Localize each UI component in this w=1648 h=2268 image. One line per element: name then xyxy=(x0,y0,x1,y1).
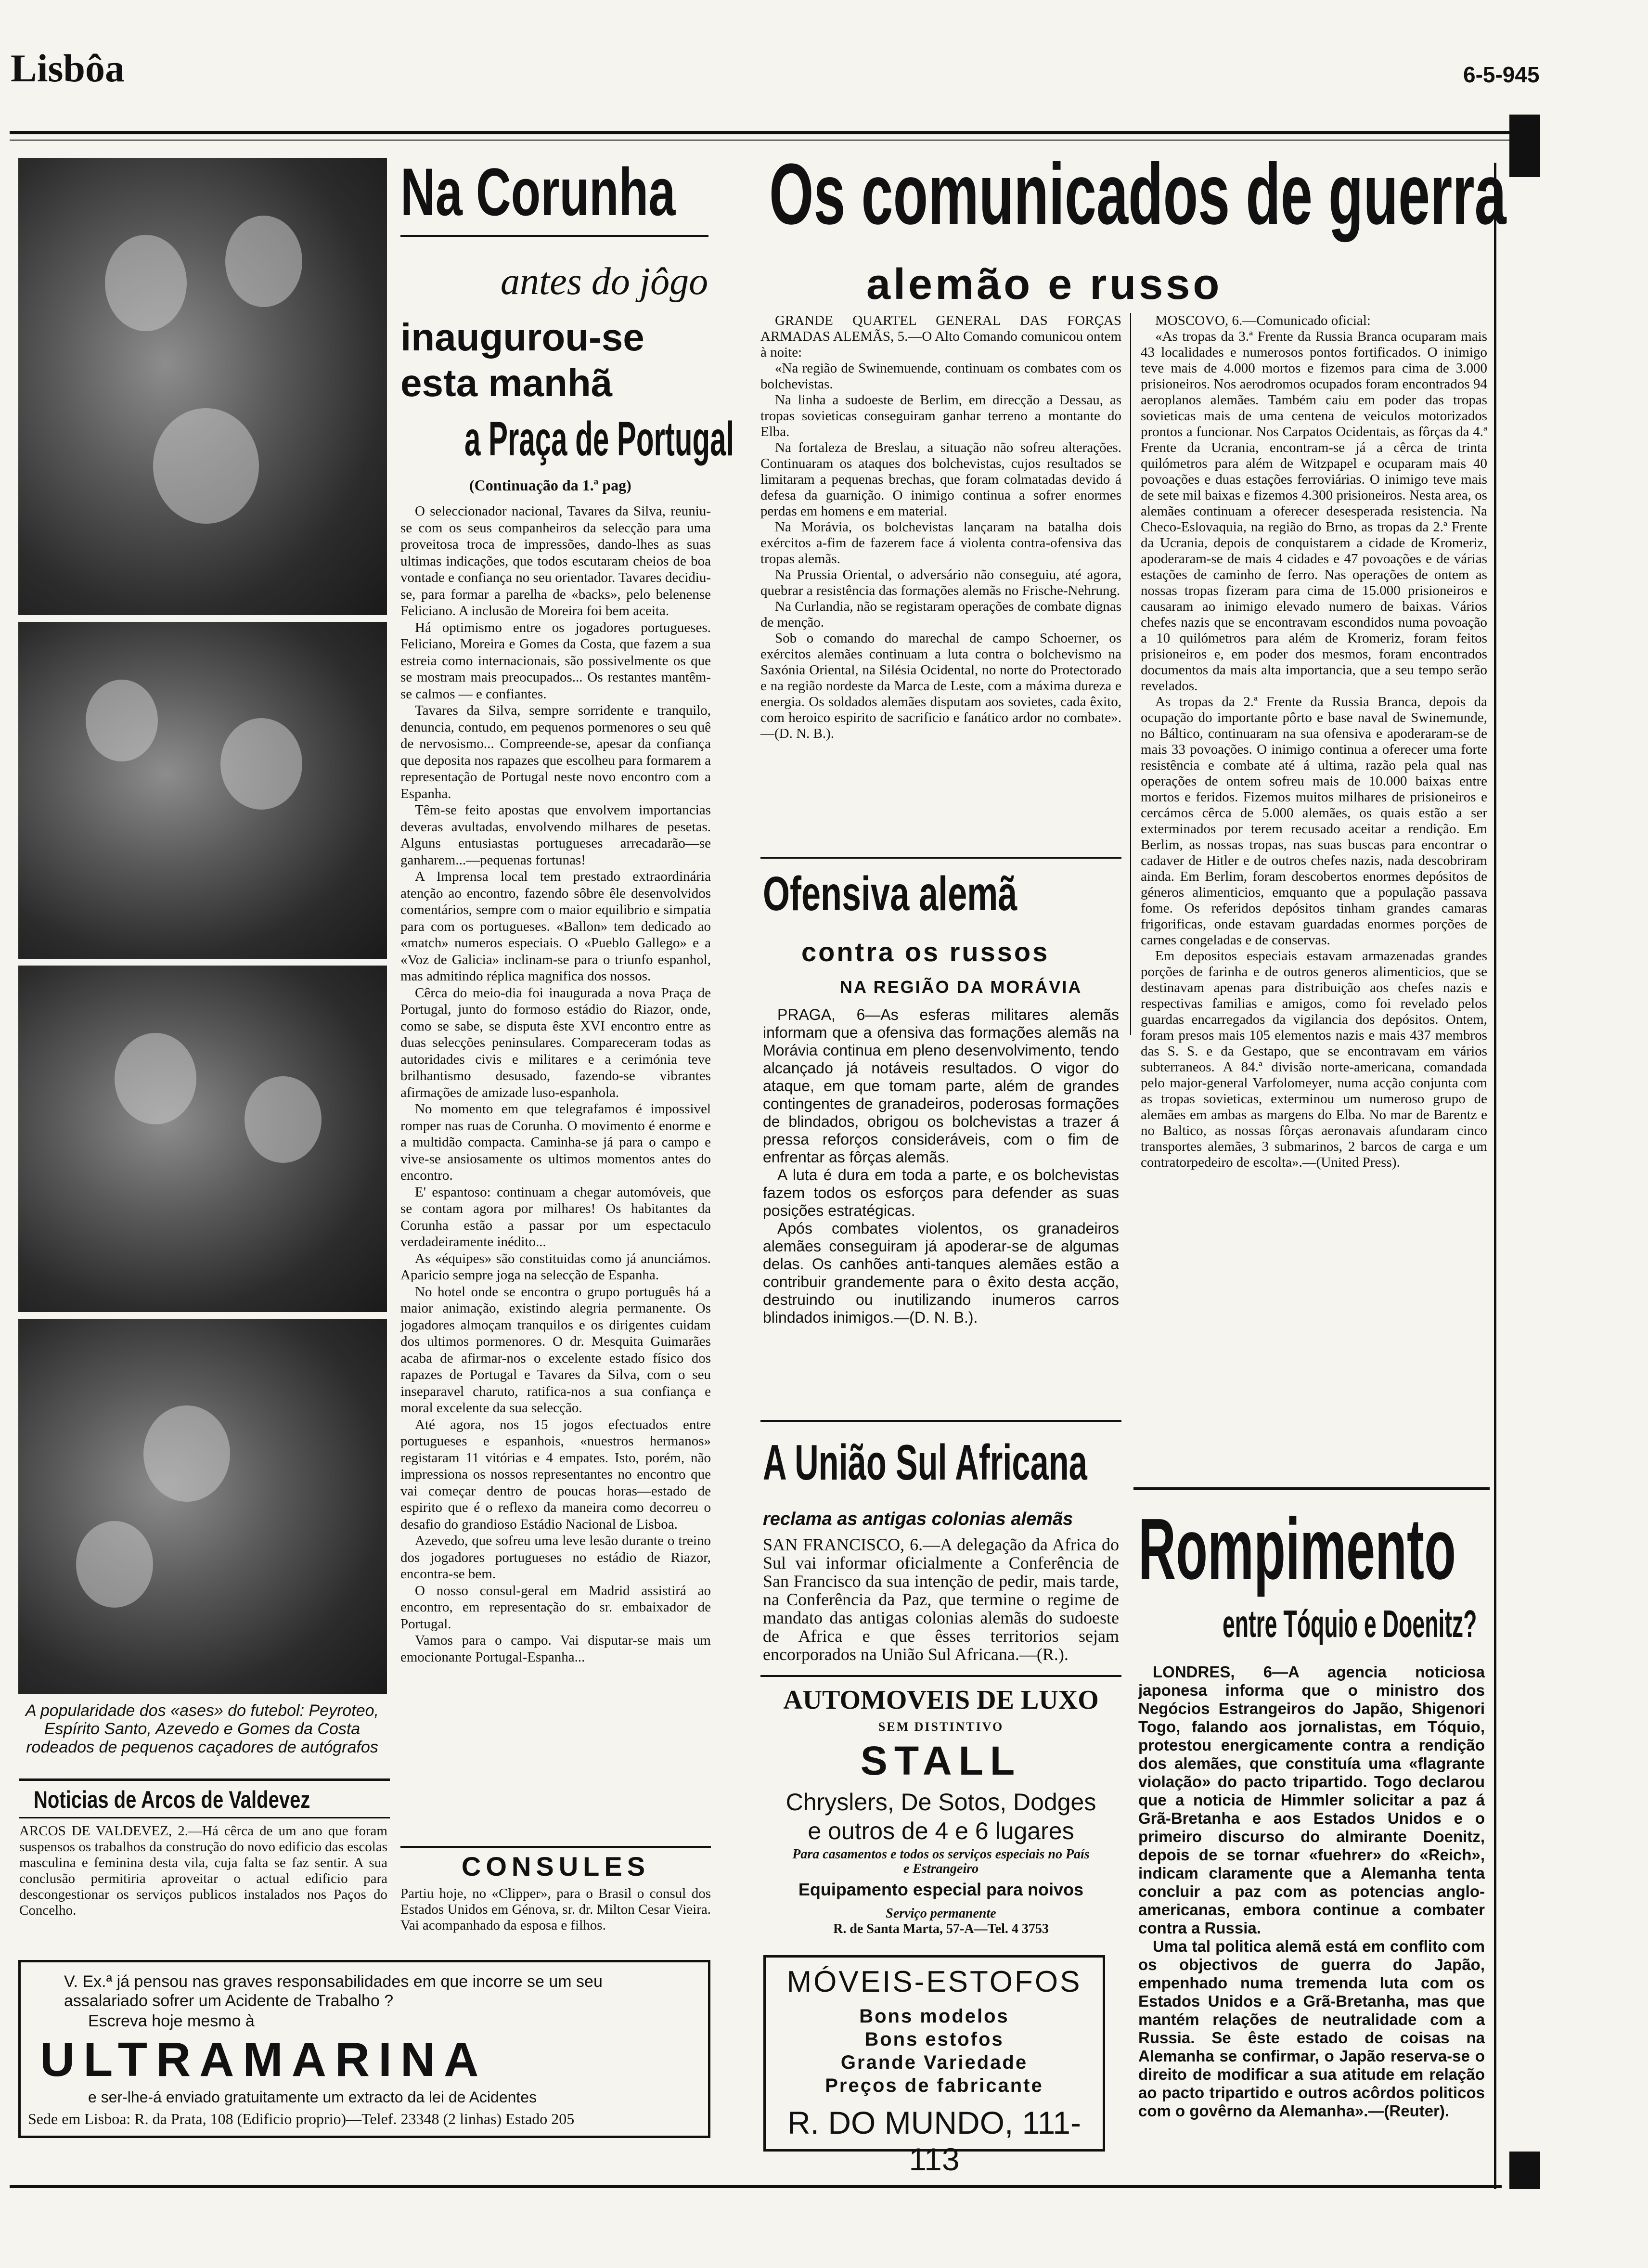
ofensiva-paragraph: Após combates violentos, os granadeiros alemães conseguiram já apoderar-se de algumas delas. Os canhões anti-tanques alemães estão a contribuir grandemente para o êxito desta acção, destruindo ou inutilizando inumeros carros blindados inimigos.—(D. N. B.). xyxy=(763,1220,1119,1326)
corunha-paragraph: Tavares da Silva, sempre sorridente e tranquilo, denuncia, contudo, em pequenos pormenores o seu quê de nervosismo... Compreende-se, apesar da confiança que deposita nos rapazes que escolheu para formarem a representação de Portugal neste novo encontro com a Espanha. xyxy=(400,703,711,801)
masthead-date: 6-5-945 xyxy=(1463,62,1540,87)
arcos-rule-top xyxy=(19,1778,390,1781)
corunha-line3: a Praça de Portugal xyxy=(464,412,734,466)
masthead-rule-thin xyxy=(10,140,1521,141)
german-paragraph: GRANDE QUARTEL GENERAL DAS FORÇAS ARMADAS ALEMÃS, 5.—O Alto Comando comunicou ontem à noite: xyxy=(760,313,1121,360)
uniao-subhead: reclama as antigas colonias alemãs xyxy=(763,1509,1073,1529)
ofensiva-body xyxy=(763,1006,1119,1327)
ad-stall-brand: STALL xyxy=(860,1738,1022,1783)
ad-stall-line5: Para casamentos e todos os serviços especiais no País e Estrangeiro xyxy=(792,1847,1090,1876)
corunha-rule xyxy=(400,235,708,237)
ad-moveis-address: R. DO MUNDO, 111-113 xyxy=(787,2105,1081,2177)
ofensiva-headline: Ofensiva alemã xyxy=(763,867,1017,921)
corunha-paragraph: Há optimismo entre os jogadores portugueses. Feliciano, Moreira e Gomes da Costa, que fazem a sua estreia como internacionais, são possivelmente os que se mostram mais preocupados... Os restantes mantêm-se calmos — e confiantes. xyxy=(400,619,711,702)
ad-stall-line7: Serviço permanente xyxy=(886,1906,996,1921)
ofensiva-kicker: NA REGIÃO DA MORÁVIA xyxy=(840,977,1082,997)
comunicados-german xyxy=(760,313,1121,742)
masthead-rule xyxy=(10,131,1521,134)
russian-paragraph: As tropas da 2.ª Frente da Russia Branca, depois da ocupação do importante pôrto e base naval de Swinemunde, no Báltico, continuaram na sua ofensiva e apoderaram-se de mais 33 povoações. O inimigo continua a oferecer uma forte resistência e combate até á ultima, razão pela qual nas operações de ontem sofreu mais de 10.000 baixas entre mortos e feridos. Fizemos muitos milhares de prisioneiros e cercámos cêrca de 5.000 alemães, os quais estão a ser exterminados por terem recusado aceitar a rendição. Em Berlim, as nossas tropas, nas suas buscas para encontrar o cadaver de Hitler e de outros chefes nazis, nada descobriram ainda. Em Berlim, foram descobertos enormes depósitos de géneros alimenticios, emquanto que a população passava fome. Os referidos depósitos tinham grandes camaras frigorificas, onde estavam guardadas enormes porções de carnes congeladas e de conservas. xyxy=(1141,694,1487,948)
german-paragraph: «Na região de Swinemuende, continuam os combates com os bolchevistas. xyxy=(760,361,1121,392)
edge-block-bottom xyxy=(1509,2152,1540,2189)
consules-rule-top xyxy=(400,1846,711,1848)
photo-caption: A popularidade dos «ases» do futebol: Peyroteo, Espírito Santo, Azevedo e Gomes da Costa rodeados de pequenos caçadores de autógrafos xyxy=(25,1701,379,1756)
ad-moveis-line: Preços de fabricante xyxy=(825,2075,1043,2096)
russian-paragraph: MOSCOVO, 6.—Comunicado oficial: xyxy=(1155,313,1371,328)
consules-headline: CONSULES xyxy=(461,1851,650,1881)
german-paragraph: Na Curlandia, não se registaram operações de combate dignas de menção. xyxy=(760,599,1121,630)
masthead-title: Lisbôa xyxy=(11,46,125,90)
arcos-text: ARCOS DE VALDEVEZ, 2.—Há cêrca de um ano que foram suspensos os trabalhos da construção do novo edificio das escolas masculina e feminina desta vila, cuja falta se faz sentir. A sua conclusão permitiria aproveitar o actual edificio para descongestionar os serviços publicos instalados nos Paços do Concelho. xyxy=(19,1823,387,1918)
corunha-paragraph: Cêrca do meio-dia foi inaugurada a nova Praça de Portugal, junto do formoso estádio do Riazor, onde, como se sabe, se disputa êste XVI encontro entre as duas selecções peninsulares. Compareceram todas as autoridades civis e militares e a cerimónia teve brilhantismo desusado, fazendo-se vibrantes afirmações de amizade luso-espanhola. xyxy=(400,985,711,1100)
ad-moveis-line: Grande Variedade xyxy=(840,2052,1028,2073)
rompimento-headline: Rompimento xyxy=(1138,1501,1456,1598)
ad-stall-line2: SEM DISTINTIVO xyxy=(878,1720,1004,1734)
ad-stall-line4: e outros de 4 e 6 lugares xyxy=(808,1817,1074,1844)
ad-ultramarina-line2: Escreva hoje mesmo à xyxy=(88,2012,255,2030)
ad-ultramarina-line4: Sede em Lisboa: R. da Prata, 108 (Edificio proprio)—Telef. 23348 (2 linhas) Estado 205 xyxy=(28,2110,575,2127)
corunha-paragraph: E' espantoso: continuam a chegar automóveis, que se contam agora por milhares! Os habitantes da Corunha estão a passar por um espectaculo verdadeiramente inédito... xyxy=(400,1184,711,1250)
corunha-line2: esta manhã xyxy=(400,361,613,404)
uniao-rule-top xyxy=(760,1420,1121,1422)
russian-paragraph: «As tropas da 3.ª Frente da Russia Branca ocuparam mais 43 localidades e numerosos pontos fortificados. O inimigo teve mais de 4.000 mortos e fizemos para cima de 3.000 prisioneiros. Nos aerodromos ocupados foram encontrados 94 aeroplanos alemães. Também caiu em poder das tropas sovieticas mais de uma centena de veiculos motorizados prontos a funcionar. Nos Carpatos Ocidentais, as fôrças da 4.ª Frente da Ucrania, encontram-se já a cêrca de trinta quilómetros para além de Witzpapel e ocuparam mais 40 povoações e duas estações ferroviárias. O inimigo teve mais de sete mil baixas e fizemos 4.300 prisioneiros. Nesta area, os alemães continuam a oferecer desesperada resistencia. Na Checo-Eslovaquia, na região do Brno, as tropas da 2.ª Frente da Ucrania, depois de conquistarem a cidade de Kromeriz, apoderaram-se de mais 4 cidades e 47 povoações e de várias estações de caminho de ferro. Nas operações de ontem as nossas tropas fizeram para cima de 15.000 prisioneiros e causaram ao inimigo elevado numero de baixas. Vários chefes nazis que se encontravam escondidos numa povoação a 10 quilómetros para além de Kromeriz, foram feitos prisioneiros e, em poder dos mesmos, foram encontrados documentos da mais alta importancia, que a seu tempo serão revelados. xyxy=(1141,329,1487,694)
photo-3 xyxy=(18,966,387,1312)
corunha-paragraph: No momento em que telegrafamos é impossivel romper nas ruas de Corunha. O movimento é enorme e a multidão compacta. Caminha-se já para o campo e vive-se ansiosamente os ultimos momentos antes do encontro. xyxy=(400,1101,711,1183)
ad-ultramarina-line1: V. Ex.ª já pensou nas graves responsabilidades em que incorre se um seu assalariado sofrer um Acidente de Trabalho ? xyxy=(64,1972,603,2010)
corunha-headline: Na Corunha xyxy=(400,154,676,230)
german-paragraph: Na linha a sudoeste de Berlim, em direcção a Dessau, as tropas sovieticas conseguiram ganhar terreno a montante do Elba. xyxy=(760,392,1121,439)
arcos-headline: Noticias de Arcos de Valdevez xyxy=(34,1786,310,1813)
corunha-paragraph: O seleccionador nacional, Tavares da Silva, reuniu-se com os seus companheiros da selecção para uma proveitosa troca de impressões, dando-lhes as suas ultimas indicações, que todos escutaram cheios de boa vontade e confiança no seu orientador. Tavares decidiu-se, para formar a parelha de «backs», pelo belenense Feliciano. A inclusão de Moreira foi bem aceita. xyxy=(400,503,711,619)
edge-line-right xyxy=(1494,163,1496,2189)
rompimento-paragraph: Uma tal politica alemã está em conflito com os objectivos de guerra do Japão, empenhado numa tremenda luta com os Estados Unidos e a Grã-Bretanha, mas que mantém relações de neutralidade com a Russia. Se êste estado de coisas na Alemanha se confirmar, o Japão reserva-se o direito de modificar a sua atitude em relação ao pacto tripartido e outros acôrdos politicos com o govêrno da Alemanha».—(Reuter). xyxy=(1138,1937,1485,2120)
uniao-headline: A União Sul Africana xyxy=(763,1435,1087,1491)
corunha-body xyxy=(400,503,711,1665)
comunicados-subhead: alemão e russo xyxy=(866,260,1223,309)
edge-block-top xyxy=(1509,115,1540,177)
ad-moveis-line: Bons modelos xyxy=(859,2006,1009,2027)
corunha-paragraph: Têm-se feito apostas que envolvem importancias deveras avultadas, envolvendo milhares de pesetas. Alguns entusiastas portugueses arrecadarão—se ganharem...—pequenas fortunas! xyxy=(400,802,711,868)
corunha-paragraph: As «équipes» são constituidas como já anunciámos. Aparicio sempre joga na selecção de Espanha. xyxy=(400,1250,711,1283)
german-paragraph: Na Morávia, os bolchevistas lançaram na batalha dois exércitos a-fim de fazerem face á violenta contra-ofensiva das tropas alemãs. xyxy=(760,519,1121,567)
ad-ultramarina-brand: ULTRAMARINA xyxy=(40,2033,488,2087)
ad-ultramarina-line3: e ser-lhe-á enviado gratuitamente um extracto da lei de Acidentes xyxy=(88,2088,537,2106)
ad-moveis xyxy=(763,1955,1105,2177)
corunha-paragraph: Azevedo, que sofreu uma leve lesão durante o treino dos jogadores portugueses no estádio de Riazor, encontra-se bem. xyxy=(400,1533,711,1582)
stall-rule-top xyxy=(760,1675,1121,1677)
ad-moveis-line: Bons estofos xyxy=(864,2029,1004,2050)
ofensiva-paragraph: A luta é dura em toda a parte, e os bolchevistas fazem todos os esforços para defender as suas posições estratégicas. xyxy=(763,1166,1119,1219)
corunha-continuation: (Continuação da 1.ª pag) xyxy=(469,477,631,494)
corunha-paragraph: No hotel onde se encontra o grupo português há a maior animação, existindo alegria permanente. Os jogadores almoçam tranquilos e os dirigentes cuidam dos ultimos pormenores. O dr. Mesquita Guimarães acaba de afirmar-nos o excelente estado físico dos rapazes de Portugal e Tavares da Silva, com o seu inseparavel charuto, ratifica-nos a sua confiança e moral excelente da sua selecção. xyxy=(400,1284,711,1416)
rompimento-paragraph: LONDRES, 6—A agencia noticiosa japonesa informa que o ministro dos Negócios Estrangeiros do Japão, Shigenori Togo, falando aos jornalistas, em Tóquio, protestou energicamente contra a rendição dos alemães, que constituía uma «flagrante violação» do pacto tripartido. Togo declarou que a noticia de Himmler solicitar a paz á Grã-Bretanha e aos Estados Unidos e o primeiro discurso do almirante Doenitz, depois de se tornar «fuehrer» do «Reich», indicam claramente que a Alemanha tenta concluir a paz com as potencias anglo-americanas, embora continue a combater contra a Russia. xyxy=(1138,1663,1485,1937)
photo-1 xyxy=(18,158,387,615)
ad-moveis-title: MÓVEIS-ESTOFOS xyxy=(786,1965,1082,1998)
arcos-rule-bottom xyxy=(19,1817,390,1818)
comunicados-headline: Os comunicados de guerra xyxy=(769,146,1506,243)
rompimento-rule-top xyxy=(1133,1487,1490,1490)
german-paragraph: Na Prussia Oriental, o adversário não conseguiu, até agora, quebrar a resistência das formações alemãs no Frische-Nehrung. xyxy=(760,567,1121,598)
german-paragraph: Na fortaleza de Breslau, a situação não sofreu alterações. Continuaram os ataques dos bolchevistas, cujos resultados se limitaram a pequenas brechas, que foram colmatadas devido á defesa da guarnição. O inimigo continua a sofrer enormes perdas em homens e em material. xyxy=(760,440,1121,519)
corunha-paragraph: Vamos para o campo. Vai disputar-se mais um emocionante Portugal-Espanha... xyxy=(400,1633,711,1665)
consules-text: Partiu hoje, no «Clipper», para o Brasil o consul dos Estados Unidos em Génova, sr. dr. Milton Cesar Vieira. Vai acompanhado da esposa e filhos. xyxy=(400,1886,711,1933)
rompimento-subhead: entre Tóquio e Doenitz? xyxy=(1223,1602,1477,1645)
ad-ultramarina xyxy=(18,1960,710,2138)
corunha-paragraph: O nosso consul-geral em Madrid assistirá ao encontro, em representação do sr. embaixador de Portugal. xyxy=(400,1583,711,1632)
ad-stall-line6: Equipamento especial para noivos xyxy=(798,1880,1084,1899)
comunicados-russian xyxy=(1141,313,1487,1171)
ad-stall-line3: Chryslers, De Sotos, Dodges xyxy=(785,1789,1096,1816)
german-paragraph: Sob o comando do marechal de campo Schoerner, os exércitos alemães continuam a luta contra o bolchevismo na Saxónia Oriental, na Silésia Ocidental, no norte do Protectorado e na região nordeste da Marca de Leste, com a máxima dureza e energia. Os soldados alemães disputam aos sovietes, cada êxito, com heroico espirito de sacrificio e fanático ardor no combate».—(D. N. B.). xyxy=(760,631,1121,741)
photo-2 xyxy=(18,622,387,959)
ad-stall-line8: R. de Santa Marta, 57-A—Tel. 4 3753 xyxy=(833,1921,1049,1936)
corunha-paragraph: A Imprensa local tem prestado extraordinária atenção ao encontro, fazendo sôbre êle desenvolvidos comentários, sempre com o maior equilibrio e simpatia para com os portugueses. «Ballon» tem dedicado ao «match» numeros especiais. O «Pueblo Gallego» e a «Voz de Galicia» inclinam-se para o triunfo espanhol, mas admitindo réplica magnifica dos nossos. xyxy=(400,869,711,984)
ad-stall-line1: AUTOMOVEIS DE LUXO xyxy=(783,1685,1099,1715)
rompimento-body xyxy=(1138,1663,1485,2120)
ofensiva-rule-top xyxy=(760,857,1121,859)
column-divider xyxy=(1130,313,1131,1035)
uniao-text: SAN FRANCISCO, 6.—A delegação da Africa do Sul vai informar oficialmente a Conferência de San Francisco da sua intenção de pedir, mais tarde, na Conferência da Paz, que termine o regime de mandato das antigas colonias alemãs do sudoeste de Africa e que êsses territorios sejam encorporados na União Sul Africana.—(R.). xyxy=(763,1535,1119,1664)
corunha-subhead: antes do jôgo xyxy=(501,260,708,303)
corunha-paragraph: Até agora, nos 15 jogos efectuados entre portugueses e espanhois, «nuestros hermanos» registaram 11 vitórias e 4 empates. Isto, porém, não impressiona os nossos representantes no encontro que vai começar dentro de poucas horas—estado de espirito que é o reflexo da maneira como decorreu o desafio do grandioso Estádio Nacional de Lisboa. xyxy=(400,1417,711,1532)
bottom-rule xyxy=(10,2185,1502,2188)
ofensiva-paragraph: PRAGA, 6—As esferas militares alemãs informam que a ofensiva das formações alemãs na Morávia continua em pleno desenvolvimento, tendo alcançado já notáveis resultados. O vigor do ataque, em que tomam parte, além de grandes contingentes de granadeiros, poderosas formações de blindados, obrigou os bolchevistas a trazer á pressa reforços consideráveis, com o fim de enfrentar as fôrças alemãs. xyxy=(763,1006,1119,1166)
ofensiva-subhead: contra os russos xyxy=(801,937,1050,967)
russian-paragraph: Em depositos especiais estavam armazenadas grandes porções de farinha e de outros generos alimenticios, que se destinavam apenas para distribuição aos chefes nazis e respectivas familias e amigos, como foi revelado pelos guardas encarregados da vigilancia dos depósitos. Ontem, foram presos mais 105 elementos nazis e mais 437 membros das S. S. e da Gestapo, que se encontravam em vários subterraneos. A 84.ª divisão norte-americana, comandada pelo major-general Varfolomeyer, numa acção conjunta com as tropas sovieticas, exterminou um numeroso grupo de alemães em ambas as margens do Elba. No mar de Barentz e no Baltico, as nossas fôrças aeronavais afundaram cinco transportes alemães, 3 submarinos, 2 barcos de carga e um contratorpedeiro de escolta».—(United Press). xyxy=(1141,948,1487,1170)
corunha-line1: inaugurou-se xyxy=(400,316,644,359)
photo-4 xyxy=(18,1319,387,1694)
